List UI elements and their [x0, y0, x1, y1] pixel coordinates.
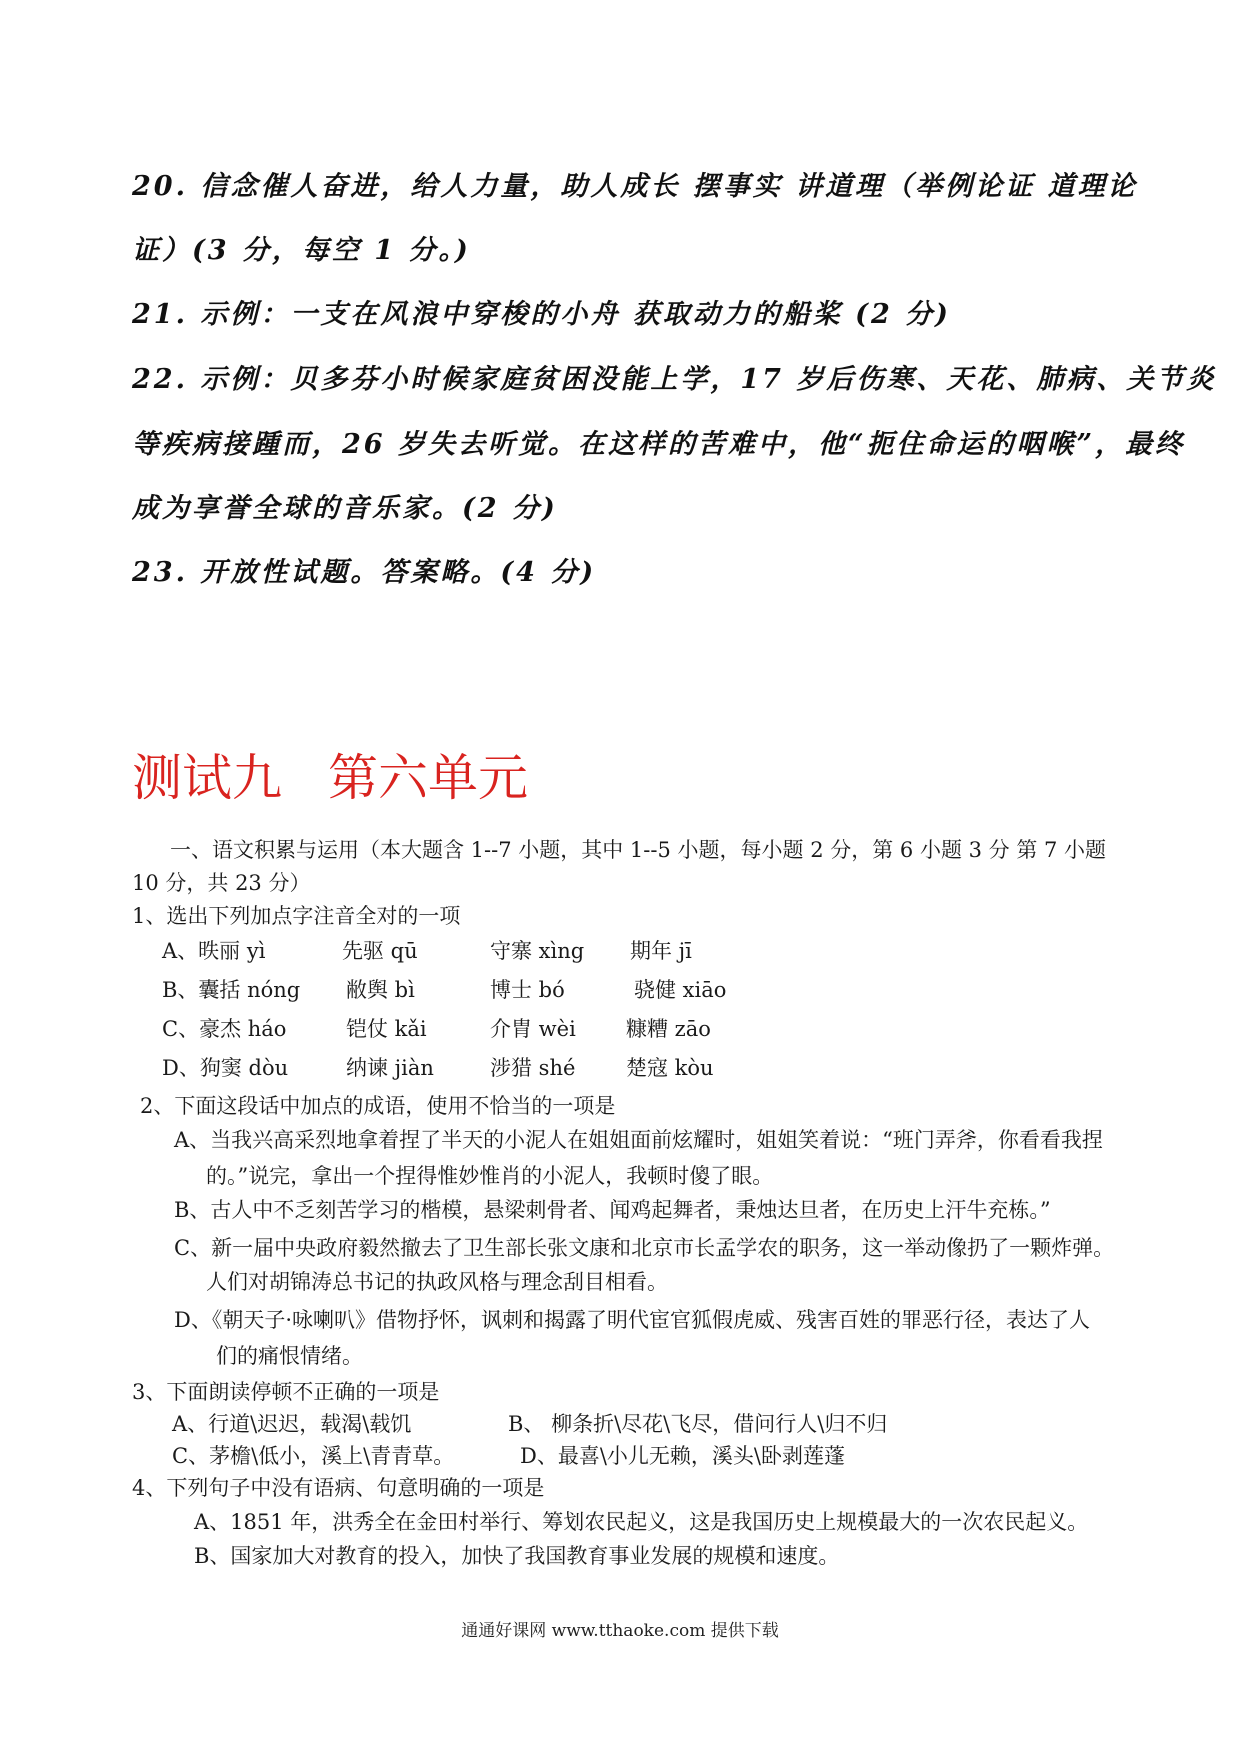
q2-option-b: B、古人中不乏刻苦学习的楷模，悬梁刺骨者、闻鸡起舞者，秉烛达旦者，在历史上汗牛充栋。” — [174, 1198, 1051, 1222]
q2-stem: 2、下面这段话中加点的成语，使用不恰当的一项是 — [140, 1094, 616, 1118]
q1-option: 博士 bó — [490, 978, 565, 1002]
q1-option: C、豪杰 háo — [162, 1017, 287, 1041]
q1-option: A、昳丽 yì — [162, 939, 266, 963]
q2-option-d-line1: D、《朝天子·咏喇叭》借物抒怀，讽刺和揭露了明代宦官狐假虎威、残害百姓的罪恶行径，表达了人 — [174, 1308, 1091, 1332]
q4-option-b: B、国家加大对教育的投入，加快了我国教育事业发展的规模和速度。 — [194, 1544, 840, 1568]
answer-22-line3: 成为享誉全球的音乐家。(2 分) — [132, 493, 558, 524]
test-title-unit: 第六单元 — [328, 749, 528, 807]
page-footer: 通通好课网 www.tthaoke.com 提供下载 — [461, 1621, 779, 1641]
answer-23: 23. 开放性试题。答案略。(4 分) — [132, 557, 597, 588]
q1-stem: 1、选出下列加点字注音全对的一项 — [132, 904, 461, 928]
test-title — [132, 738, 528, 810]
q4-stem: 4、下列句子中没有语病、句意明确的一项是 — [132, 1476, 545, 1500]
q2-option-d-line2: 们的痛恨情绪。 — [216, 1344, 363, 1368]
q1-row-a — [162, 935, 692, 965]
q1-option: 敝舆 bì — [346, 978, 415, 1002]
q1-option: 骁健 xiāo — [634, 978, 727, 1002]
q2-option-a-line1: A、当我兴高采烈地拿着捏了半天的小泥人在姐姐面前炫耀时，姐姐笑着说：“班门弄斧，你看看我捏 — [174, 1128, 1103, 1152]
answer-20-line1: 20. 信念催人奋进，给人力量，助人成长 摆事实 讲道理（举例论证 道理论 — [132, 171, 1138, 202]
q1-option: 纳谏 jiàn — [346, 1056, 434, 1080]
q1-row-d — [162, 1052, 714, 1082]
q1-option: 涉猎 shé — [490, 1056, 576, 1080]
q2-option-a-line2: 的。”说完，拿出一个捏得惟妙惟肖的小泥人，我顿时傻了眼。 — [206, 1164, 774, 1188]
q1-row-c — [162, 1013, 711, 1043]
q1-option: 介胄 wèi — [490, 1017, 576, 1041]
answer-22-line1: 22. 示例：贝多芬小时候家庭贫困没能上学，17 岁后伤寒、天花、肺病、关节炎 — [132, 364, 1217, 395]
q1-option: 先驱 qū — [342, 939, 418, 963]
q2-option-c-line2: 人们对胡锦涛总书记的执政风格与理念刮目相看。 — [206, 1270, 668, 1294]
q3-stem: 3、下面朗读停顿不正确的一项是 — [132, 1380, 440, 1404]
q1-option: 期年 jī — [630, 939, 692, 963]
section-heading-line1: 一、语文积累与运用（本大题含 1--7 小题，其中 1--5 小题，每小题 2 分，第 6 小题 3 分 第 7 小题 — [170, 838, 1107, 862]
q3-option-c: C、茅檐\低小，溪上\青青草。 — [172, 1444, 455, 1468]
q1-option: 糠糟 zāo — [626, 1017, 711, 1041]
q4-option-a: A、1851 年，洪秀全在金田村举行、筹划农民起义，这是我国历史上规模最大的一次农民起义。 — [194, 1510, 1089, 1534]
answer-20-line2: 证）(3 分，每空 1 分。) — [132, 235, 471, 266]
answer-21: 21. 示例：一支在风浪中穿梭的小舟 获取动力的船桨 (2 分) — [132, 299, 951, 330]
q1-row-b — [162, 974, 726, 1004]
section-heading-line2: 10 分，共 23 分） — [132, 871, 311, 895]
q3-option-d: D、最喜\小儿无赖，溪头\卧剥莲蓬 — [520, 1444, 845, 1468]
q2-option-c-line1: C、新一届中央政府毅然撤去了卫生部长张文康和北京市长孟学农的职务，这一举动像扔了一颗炸弹。 — [174, 1236, 1115, 1260]
q1-option: 楚寇 kòu — [626, 1056, 714, 1080]
test-title-number: 测试九 — [132, 749, 282, 807]
q1-option: 守寨 xìng — [490, 939, 585, 963]
q3-option-a: A、行道\迟迟，载渴\载饥 — [172, 1412, 412, 1436]
q3-option-b: B、 柳条折\尽花\飞尽，借问行人\归不归 — [508, 1412, 888, 1436]
q1-option: 铠仗 kǎi — [346, 1017, 427, 1041]
q1-option: D、狗窦 dòu — [162, 1056, 289, 1080]
answer-22-line2: 等疾病接踵而，26 岁失去听觉。在这样的苦难中，他“扼住命运的咽喉”，最终 — [132, 429, 1186, 460]
q1-option: B、囊括 nóng — [162, 978, 301, 1002]
